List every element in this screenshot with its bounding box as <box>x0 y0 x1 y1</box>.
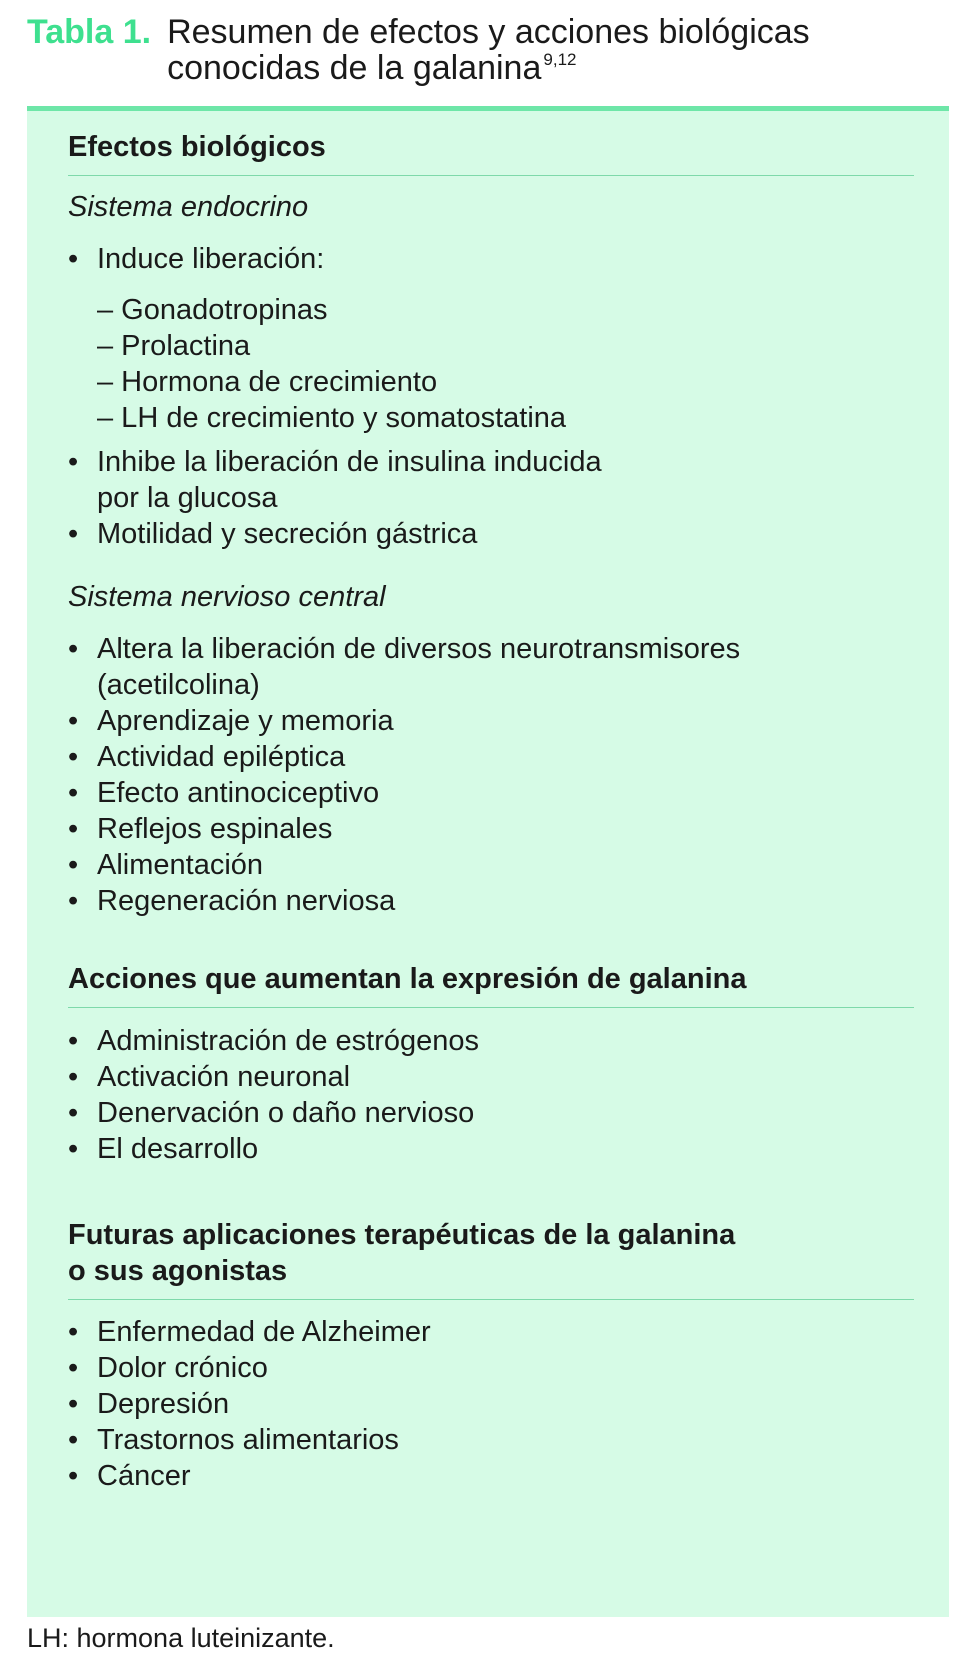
bullet-marker: • <box>68 813 79 845</box>
list-item-text: Administración de estrógenos <box>97 1025 480 1057</box>
bullet-marker: • <box>68 849 79 881</box>
list-item-text: Reflejos espinales <box>97 813 333 845</box>
list-item <box>68 847 914 883</box>
bullet-marker: • <box>68 1097 79 1129</box>
list-item <box>68 1095 914 1131</box>
list-item-text: Depresión <box>97 1388 230 1420</box>
bullet-marker: • <box>68 741 79 773</box>
bullet-marker: • <box>68 1460 79 1492</box>
list-item-text-continued: por la glucosa <box>97 482 278 514</box>
table-title-line-2 <box>167 50 810 86</box>
list-item-text: Efecto antinociceptivo <box>97 777 380 809</box>
increase-bullet-list <box>68 1023 914 1167</box>
list-item <box>68 1314 914 1350</box>
bullet-marker: • <box>68 1061 79 1093</box>
list-item <box>68 1458 914 1494</box>
list-item-text: Dolor crónico <box>97 1352 268 1384</box>
list-item <box>68 1131 914 1167</box>
dash-item: – Prolactina <box>97 330 251 362</box>
dash-item: – Gonadotropinas <box>97 294 328 326</box>
list-item <box>68 631 914 703</box>
list-item-text: El desarrollo <box>97 1133 259 1165</box>
dash-item: – Hormona de crecimiento <box>97 366 438 398</box>
list-item-text: Trastornos alimentarios <box>97 1424 399 1456</box>
list-item <box>68 775 914 811</box>
table-footnote: LH: hormona luteinizante. <box>27 1623 335 1653</box>
list-item <box>68 444 914 516</box>
bullet-marker: • <box>68 633 79 665</box>
dash-item: – LH de crecimiento y somatostatina <box>97 402 567 434</box>
bullet-marker: • <box>68 1316 79 1348</box>
reference-superscript: 9,12 <box>543 50 577 69</box>
list-item-text: Altera la liberación de diversos neurotransmisores <box>97 633 741 665</box>
list-item <box>68 883 914 919</box>
list-item <box>68 811 914 847</box>
list-item-text: Actividad epiléptica <box>97 741 346 773</box>
table-title-line-2-text: conocidas de la galanina <box>167 49 542 87</box>
hormone-dash-list <box>68 292 914 436</box>
table-title <box>167 14 810 86</box>
list-item-text: Aprendizaje y memoria <box>97 705 394 737</box>
list-item <box>68 1422 914 1458</box>
section-heading-future <box>68 1217 914 1300</box>
table-title-line-1: Resumen de efectos y acciones biológicas <box>167 13 810 51</box>
list-item-text: Alimentación <box>97 849 264 881</box>
endocrine-induce-list <box>68 241 914 277</box>
future-bullet-list <box>68 1314 914 1494</box>
list-item-text: Activación neuronal <box>97 1061 351 1093</box>
list-item-text: Enfermedad de Alzheimer <box>97 1316 431 1348</box>
bullet-marker: • <box>68 777 79 809</box>
list-item-text: Inhibe la liberación de insulina inducida <box>97 446 602 478</box>
endocrine-bullet-list <box>68 444 914 552</box>
table-caption <box>27 14 947 86</box>
list-item <box>68 516 914 552</box>
list-item-text: Denervación o daño nervioso <box>97 1097 475 1129</box>
bullet-marker: • <box>68 1352 79 1384</box>
section-heading-increase: Acciones que aumentan la expresión de galanina <box>68 961 914 1008</box>
bullet-marker: • <box>68 1424 79 1456</box>
bullet-marker: • <box>68 705 79 737</box>
bullet-marker: • <box>68 1025 79 1057</box>
list-item <box>68 1023 914 1059</box>
table-panel <box>27 106 949 1617</box>
list-item-text: Motilidad y secreción gástrica <box>97 518 478 550</box>
list-item <box>68 1350 914 1386</box>
subheading-endocrine: Sistema endocrino <box>68 191 309 223</box>
list-item-text: Induce liberación: <box>97 243 325 275</box>
bullet-marker: • <box>68 518 79 550</box>
list-item-text: Regeneración nerviosa <box>97 885 396 917</box>
bullet-marker: • <box>68 243 79 275</box>
list-item <box>68 241 914 277</box>
section-heading-effects: Efectos biológicos <box>68 129 914 176</box>
list-item <box>68 1386 914 1422</box>
list-item <box>68 703 914 739</box>
section-heading-future-line-1: Futuras aplicaciones terapéuticas de la galanina <box>68 1219 736 1251</box>
list-item <box>68 1059 914 1095</box>
bullet-marker: • <box>68 885 79 917</box>
section-heading-future-line-2: o sus agonistas <box>68 1255 288 1287</box>
list-item-text: Cáncer <box>97 1460 191 1492</box>
cns-bullet-list <box>68 631 914 919</box>
list-item-text-continued: (acetilcolina) <box>97 669 260 701</box>
bullet-marker: • <box>68 1133 79 1165</box>
list-item <box>68 739 914 775</box>
bullet-marker: • <box>68 1388 79 1420</box>
bullet-marker: • <box>68 446 79 478</box>
table-number: Tabla 1. <box>27 13 152 51</box>
subheading-cns: Sistema nervioso central <box>68 581 386 613</box>
